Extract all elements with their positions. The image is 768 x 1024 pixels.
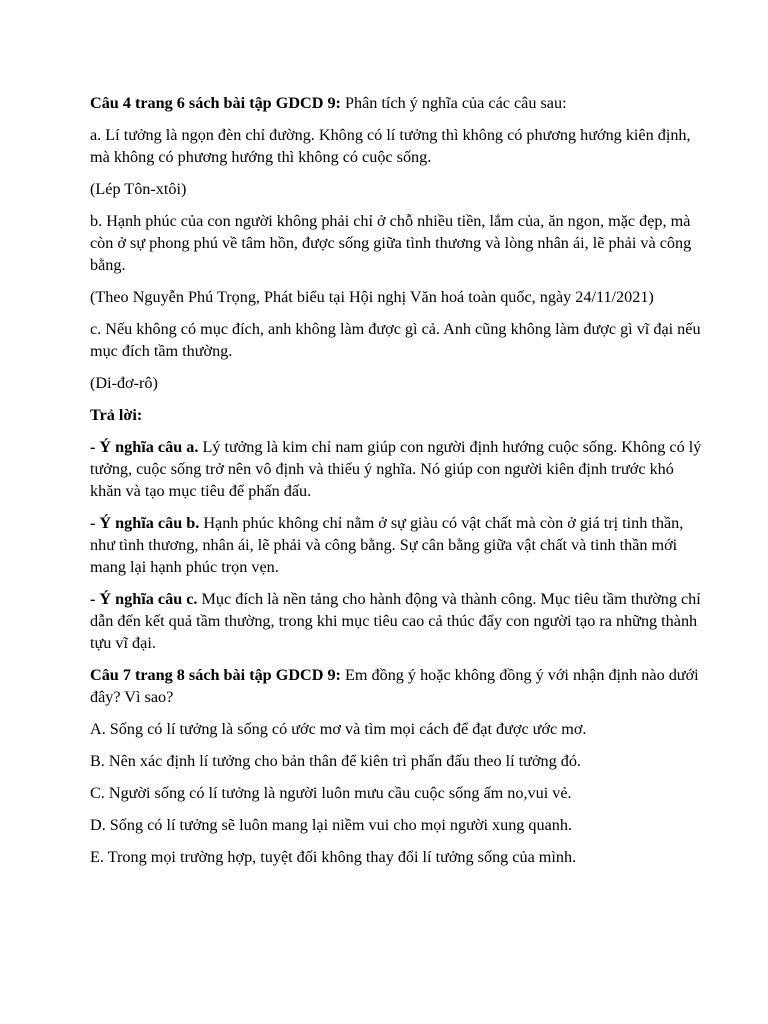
answer-item-label: - Ý nghĩa câu c. xyxy=(90,590,198,608)
answer-item-label: - Ý nghĩa câu b. xyxy=(90,514,200,532)
answer-item-text: Mục đích là nền tảng cho hành động và thành công. Mục tiêu tầm thường chỉ dẫn đến kết quả tầm thường, trong khi mục tiêu cao cả thúc đẩy con người tạo ra những thành tựu vĩ đại. xyxy=(90,590,701,652)
option-b: B. Nên xác định lí tưởng cho bản thân để kiên trì phấn đấu theo lí tưởng đó. xyxy=(90,752,581,770)
quote-a-source: (Lép Tôn-xtôi) xyxy=(90,180,187,198)
quote-c-source: (Di-đơ-rô) xyxy=(90,374,158,392)
answer-heading-text: Trả lời: xyxy=(90,406,143,424)
question-4-title: Câu 4 trang 6 sách bài tập GDCD 9: xyxy=(90,94,341,112)
answer-item-b xyxy=(90,512,708,578)
answer-item-text: Lý tưởng là kim chỉ nam giúp con người định hướng cuộc sống. Không có lý tưởng, cuộc sống trở nên vô định và thiếu ý nghĩa. Nó giúp con người kiên định trước khó khăn và tạo mục tiêu để phấn đấu. xyxy=(90,438,702,500)
option-a: A. Sống có lí tưởng là sống có ước mơ và tìm mọi cách để đạt được ước mơ. xyxy=(90,720,587,738)
answer-item-text: Hạnh phúc không chỉ nằm ở sự giàu có vật chất mà còn ở giá trị tinh thần, như tình thương, nhân ái, lẽ phải và công bằng. Sự cân bằng giữa vật chất và tinh thần mới mang lại hạnh phúc trọn vẹn. xyxy=(90,514,684,576)
answer-heading xyxy=(90,404,708,426)
question-4-heading xyxy=(90,92,708,114)
quote-b-source: (Theo Nguyễn Phú Trọng, Phát biểu tại Hội nghị Văn hoá toàn quốc, ngày 24/11/2021) xyxy=(90,288,654,306)
question-4-prompt: Phân tích ý nghĩa của các câu sau: xyxy=(340,94,567,112)
quote-c: c. Nếu không có mục đích, anh không làm được gì cả. Anh cũng không làm được gì vĩ đại nếu mục đích tầm thường. xyxy=(90,320,701,360)
option-c: C. Người sống có lí tưởng là người luôn mưu cầu cuộc sống ấm no,vui vẻ. xyxy=(90,784,572,802)
answer-item-label: - Ý nghĩa câu a. xyxy=(90,438,199,456)
question-7-heading xyxy=(90,664,708,708)
answer-item-c xyxy=(90,588,708,654)
answer-item-a xyxy=(90,436,708,502)
question-7-prompt: Em đồng ý hoặc không đồng ý với nhận định nào dưới đây? Vì sao? xyxy=(90,666,699,706)
option-d: D. Sống có lí tưởng sẽ luôn mang lại niềm vui cho mọi người xung quanh. xyxy=(90,816,573,834)
quote-a: a. Lí tưởng là ngọn đèn chỉ đường. Không có lí tưởng thì không có phương hướng kiên định, mà không có phương hướng thì không có cuộc sống. xyxy=(90,126,691,166)
quote-b: b. Hạnh phúc của con người không phải chỉ ở chỗ nhiều tiền, lắm của, ăn ngon, mặc đẹp, mà còn ở sự phong phú về tâm hồn, được sống giữa tình thương và lòng nhân ái, lẽ phải và công bằng. xyxy=(90,212,692,274)
option-e: E. Trong mọi trường hợp, tuyệt đối không thay đổi lí tưởng sống của mình. xyxy=(90,848,577,866)
question-7-title: Câu 7 trang 8 sách bài tập GDCD 9: xyxy=(90,666,341,684)
